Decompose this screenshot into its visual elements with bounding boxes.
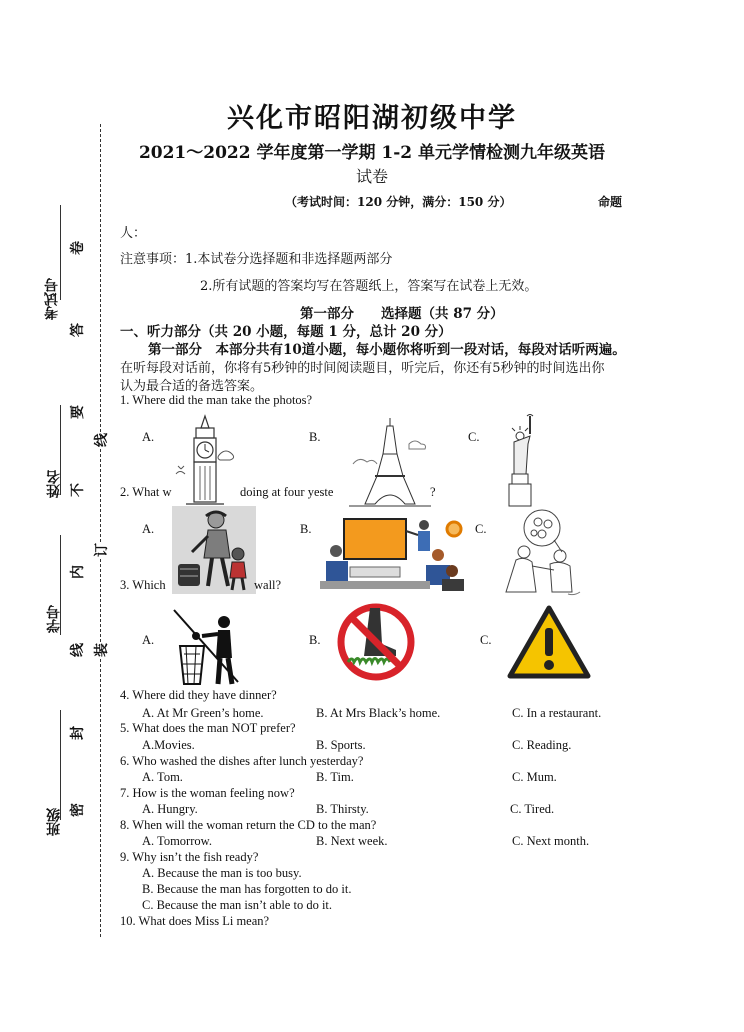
question-2-part1: 2. What w	[120, 485, 172, 499]
student-number-label: 学号	[46, 605, 62, 633]
q7-option-b: B. Thirsty.	[316, 802, 369, 816]
exam-title-line2: 试卷	[355, 167, 388, 186]
no-stepping-icon	[336, 602, 416, 682]
proposer-suffix: 人：	[120, 226, 147, 241]
q6-option-b: B. Tim.	[316, 770, 354, 784]
question-7: 7. How is the woman feeling now?	[120, 786, 295, 800]
statue-of-liberty-icon	[500, 414, 544, 508]
exam-info: （考试时间：120 分钟，满分：150 分）	[285, 195, 512, 209]
question-2-part2: doing at four yeste	[240, 485, 334, 499]
class-label: 班级	[46, 808, 62, 836]
q5-option-a: A.Movies.	[142, 738, 195, 752]
question-3-part1: 3. Which	[120, 578, 166, 592]
q1-option-c: C.	[468, 430, 480, 444]
q2-option-c: C.	[475, 522, 487, 536]
seal-char: 要	[70, 405, 86, 419]
instruction-line-2: 认为最合适的备选答案。	[120, 379, 264, 394]
seal-char: 卷	[70, 241, 86, 255]
q8-option-c: C. Next month.	[512, 834, 590, 848]
note-1: 注意事项：1.本试卷分选择题和非选择题两部分	[120, 252, 393, 267]
big-ben-icon	[172, 414, 238, 506]
q2-option-b: B.	[300, 522, 312, 536]
seal-char: 内	[70, 565, 86, 579]
travelling-family-icon	[172, 506, 256, 594]
q4-option-a: A. At Mr Green’s home.	[142, 706, 264, 720]
q6-option-a: A. Tom.	[142, 770, 183, 784]
note-2: 2.所有试题的答案均写在答题纸上，答案写在试卷上无效。	[200, 279, 538, 294]
q9-option-c: C. Because the man isn’t able to do it.	[142, 898, 333, 912]
question-3-part2: wall?	[254, 578, 282, 592]
name-label: 姓名	[46, 470, 62, 498]
q6-option-c: C. Mum.	[512, 770, 557, 784]
seal-char: 线	[70, 643, 86, 657]
question-5: 5. What does the man NOT prefer?	[120, 721, 296, 735]
line-char: 线	[91, 433, 111, 447]
instruction-line-1: 在听每段对话前，你将有5秒钟的时间阅读题目，听完后，你还有5秒钟的时间选出你	[120, 361, 605, 376]
proposer-label: 命题	[598, 195, 623, 209]
q3-option-c: C.	[480, 633, 492, 647]
q8-option-a: A. Tomorrow.	[142, 834, 212, 848]
part-title: 第一部分 选择题（共 87 分）	[300, 306, 504, 322]
cooking-icon	[498, 506, 588, 600]
name-blank	[60, 405, 61, 495]
eiffel-tower-icon	[345, 414, 435, 510]
q3-option-a: A.	[142, 633, 155, 647]
question-8: 8. When will the woman return the CD to the man?	[120, 818, 377, 832]
question-9: 9. Why isn’t the fish ready?	[120, 850, 259, 864]
line-char: 装	[91, 643, 111, 657]
section-title: 一、听力部分（共 20 小题，每题 1 分，总计 20 分）	[120, 324, 452, 340]
school-name: 兴化市昭阳湖初级中学	[227, 103, 517, 134]
line-char: 订	[91, 543, 111, 557]
exam-number-blank	[60, 205, 61, 300]
question-2-part3: ?	[430, 485, 436, 499]
q4-option-c: C. In a restaurant.	[512, 706, 602, 720]
question-10: 10. What does Miss Li mean?	[120, 914, 270, 928]
q7-option-a: A. Hungry.	[142, 802, 198, 816]
question-4: 4. Where did they have dinner?	[120, 688, 277, 702]
q8-option-b: B. Next week.	[316, 834, 388, 848]
q9-option-b: B. Because the man has forgotten to do it.	[142, 882, 352, 896]
seal-line	[100, 124, 101, 937]
q4-option-b: B. At Mrs Black’s home.	[316, 706, 441, 720]
q2-option-a: A.	[142, 522, 155, 536]
subsection-title: 第一部分 本部分共有10道小题，每小题你将听到一段对话，每段对话听两遍。	[148, 342, 626, 358]
q7-option-c: C. Tired.	[510, 802, 555, 816]
q1-option-b: B.	[309, 430, 321, 444]
student-number-blank	[60, 535, 61, 635]
question-6: 6. Who washed the dishes after lunch yesterday?	[120, 754, 364, 768]
q5-option-c: C. Reading.	[512, 738, 572, 752]
seal-char: 答	[70, 323, 86, 337]
seal-char: 封	[70, 726, 86, 740]
office-meeting-icon	[320, 515, 466, 591]
class-blank	[60, 710, 61, 820]
exam-number-label: 考试号	[44, 278, 60, 320]
q9-option-a: A. Because the man is too busy.	[142, 866, 302, 880]
no-littering-icon	[170, 606, 242, 686]
q5-option-b: B. Sports.	[316, 738, 366, 752]
seal-char: 密	[70, 803, 86, 817]
q3-option-b: B.	[309, 633, 321, 647]
warning-sign-icon	[506, 604, 592, 682]
question-1: 1. Where did the man take the photos?	[120, 393, 313, 407]
seal-char: 不	[70, 483, 86, 497]
exam-title: 2021～2022 学年度第一学期 1-2 单元学情检测九年级英语	[138, 143, 606, 163]
q1-option-a: A.	[142, 430, 155, 444]
